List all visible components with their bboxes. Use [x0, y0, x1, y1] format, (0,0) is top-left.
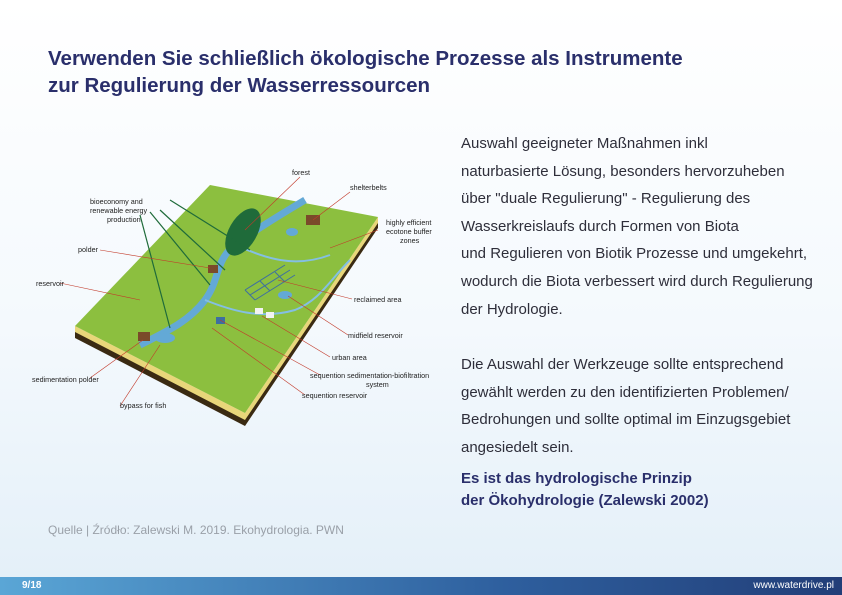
- title-line-2: zur Regulierung der Wasserressourcen: [48, 74, 431, 97]
- building-urban: [255, 308, 263, 314]
- slide-title: [48, 45, 748, 99]
- body-line-1: Auswahl geeigneter Maßnahmen inkl: [461, 135, 708, 152]
- label-shelterbelts: shelterbelts: [350, 183, 387, 192]
- label-seqsed-2: system: [366, 380, 389, 389]
- label-bioeconomy-2: renewable energy: [90, 206, 148, 215]
- reservoir-pond: [155, 333, 175, 343]
- explanation-text: [461, 130, 841, 462]
- label-seqsed-1: sequention sedimentation-biofiltration: [310, 371, 430, 380]
- body-line-2: naturbasierte Lösung, besonders hervorzuheben: [461, 162, 785, 180]
- body2-line-2: gewählt werden zu den identifizierten Problemen/: [461, 383, 789, 401]
- principle-line-1: Es ist das hydrologische Prinzip: [461, 470, 692, 487]
- label-polder: polder: [78, 245, 98, 254]
- building-polder: [208, 265, 218, 273]
- body-line-4: Wasserkreislaufs durch Formen von Biota: [461, 217, 739, 235]
- page-number: 9/18: [22, 580, 42, 591]
- source-citation: Quelle | Źródło: Zalewski M. 2019. Ekohydrologia. PWN: [48, 523, 344, 537]
- paragraph-gap: [461, 323, 841, 351]
- label-bioeconomy-3: production: [107, 215, 141, 224]
- label-buffer-3: zones: [400, 236, 420, 245]
- label-bioeconomy-1: bioeconomy and: [90, 197, 143, 206]
- label-sed-polder: sedimentation polder: [32, 375, 99, 384]
- label-midfield: midfield reservoir: [348, 331, 403, 340]
- label-urban: urban area: [332, 353, 367, 362]
- building-urban-2: [266, 312, 274, 318]
- principle-line-2: der Ökohydrologie (Zalewski 2002): [461, 492, 709, 509]
- footer-bar: [0, 577, 842, 595]
- ecohydrology-landscape-diagram: [30, 160, 450, 450]
- body-line-3: über "duale Regulierung" - Regulierung des: [461, 190, 751, 208]
- label-reservoir: reservoir: [36, 279, 64, 288]
- body2-line-3: Bedrohungen und sollte optimal im Einzugsgebiet: [461, 411, 791, 429]
- pond-small: [286, 228, 298, 236]
- principle-statement: [461, 468, 841, 512]
- label-buffer-2: ecotone buffer: [386, 227, 432, 236]
- label-bypass: bypass for fish: [120, 401, 167, 410]
- title-line-1: Verwenden Sie schließlich ökologische Prozesse als Instrumente: [48, 47, 683, 70]
- website-link[interactable]: www.waterdrive.pl: [753, 580, 834, 591]
- body-line-6: wodurch die Biota verbessert wird durch Regulierung: [461, 272, 813, 290]
- body2-line-4: angesiedelt sein.: [461, 438, 574, 456]
- body-line-7: der Hydrologie.: [461, 300, 563, 318]
- label-forest: forest: [292, 168, 310, 177]
- label-reclaimed: reclaimed area: [354, 295, 402, 304]
- body-line-5: und Regulieren von Biotik Prozesse und umgekehrt,: [461, 245, 808, 263]
- label-buffer-1: highly efficient: [386, 218, 432, 227]
- body2-line-1: Die Auswahl der Werkzeuge sollte entsprechend: [461, 356, 784, 374]
- building-sed-polder: [138, 332, 150, 341]
- midfield-reservoir-pond: [278, 291, 292, 299]
- label-seqres: sequention reservoir: [302, 391, 368, 400]
